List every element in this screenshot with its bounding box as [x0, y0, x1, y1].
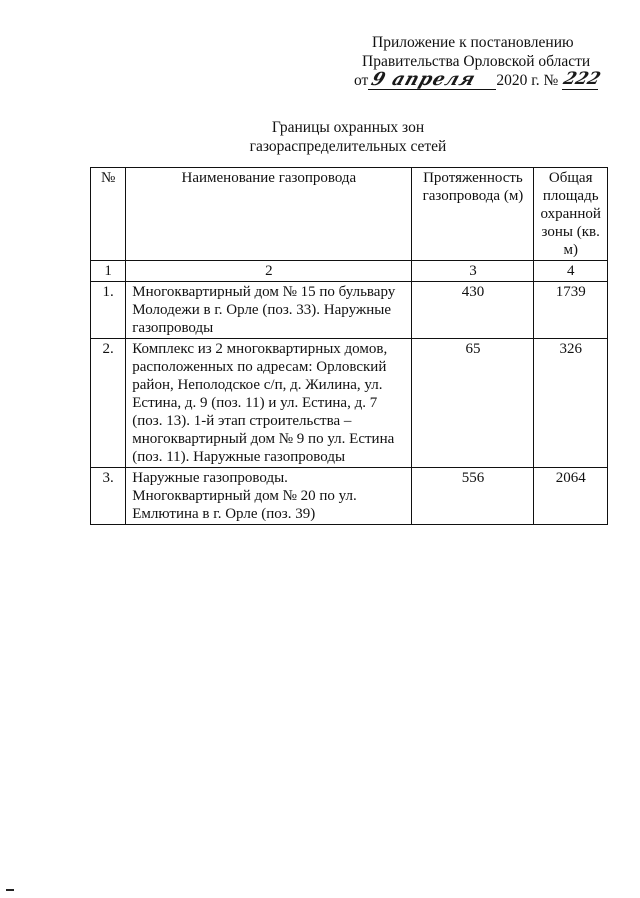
- pipeline-name: Комплекс из 2 многоквартирных домов, расположенных по адресам: Орловский район, Неполодское с/п, д. Жилина, ул. Естина, д. 9 (поз. 11) и ул. Естина, д. 7 (поз. 13). 1-й этап строительства – многоквартирный дом № 9 по ул. Естина (поз. 11). Наружные газопроводы: [126, 339, 412, 468]
- pipeline-name: Наружные газопроводы. Многоквартирный дом № 20 по ул. Емлютина в г. Орле (поз. 39): [126, 468, 412, 525]
- pipeline-name: Многоквартирный дом № 15 по бульвару Молодежи в г. Орле (поз. 33). Наружные газопроводы: [126, 282, 412, 339]
- column-number: 4: [534, 261, 608, 282]
- page-edge-mark: [6, 889, 14, 891]
- column-number-row: [91, 261, 608, 282]
- pipeline-length: 430: [412, 282, 534, 339]
- row-index: 1.: [91, 282, 126, 339]
- column-number: 1: [91, 261, 126, 282]
- table-header-row: [91, 168, 608, 261]
- title-line-1: Границы охранных зон: [271, 119, 425, 136]
- zone-area: 2064: [534, 468, 608, 525]
- handwritten-number: 222: [561, 69, 604, 89]
- protection-zones-table: [90, 167, 608, 525]
- column-number: 3: [412, 261, 534, 282]
- date-fill-line: [368, 69, 496, 90]
- header-area: Общая площадь охранной зоны (кв. м): [534, 168, 608, 261]
- number-fill-line: [561, 69, 604, 90]
- row-index: 2.: [91, 339, 126, 468]
- appendix-date-line: [354, 69, 604, 91]
- appendix-line-1: Приложение к постановлению: [372, 34, 574, 51]
- table-row: [91, 339, 608, 468]
- pipeline-length: 65: [412, 339, 534, 468]
- document-title: [0, 118, 640, 156]
- table-row: [91, 282, 608, 339]
- from-label: от: [354, 72, 369, 89]
- zone-area: 1739: [534, 282, 608, 339]
- handwritten-date: 9 апреля: [368, 69, 479, 90]
- title-line-2: газораспределительных сетей: [249, 138, 447, 155]
- appendix-line-2: Правительства Орловской области: [362, 53, 591, 70]
- pipeline-length: 556: [412, 468, 534, 525]
- header-number: №: [91, 168, 126, 261]
- column-number: 2: [126, 261, 412, 282]
- appendix-header: [354, 33, 604, 91]
- zone-area: 326: [534, 339, 608, 468]
- header-length: Протяженность газопровода (м): [412, 168, 534, 261]
- year-number-label: 2020 г. №: [496, 72, 559, 89]
- row-index: 3.: [91, 468, 126, 525]
- header-pipeline-name: Наименование газопровода: [126, 168, 412, 261]
- table-row: [91, 468, 608, 525]
